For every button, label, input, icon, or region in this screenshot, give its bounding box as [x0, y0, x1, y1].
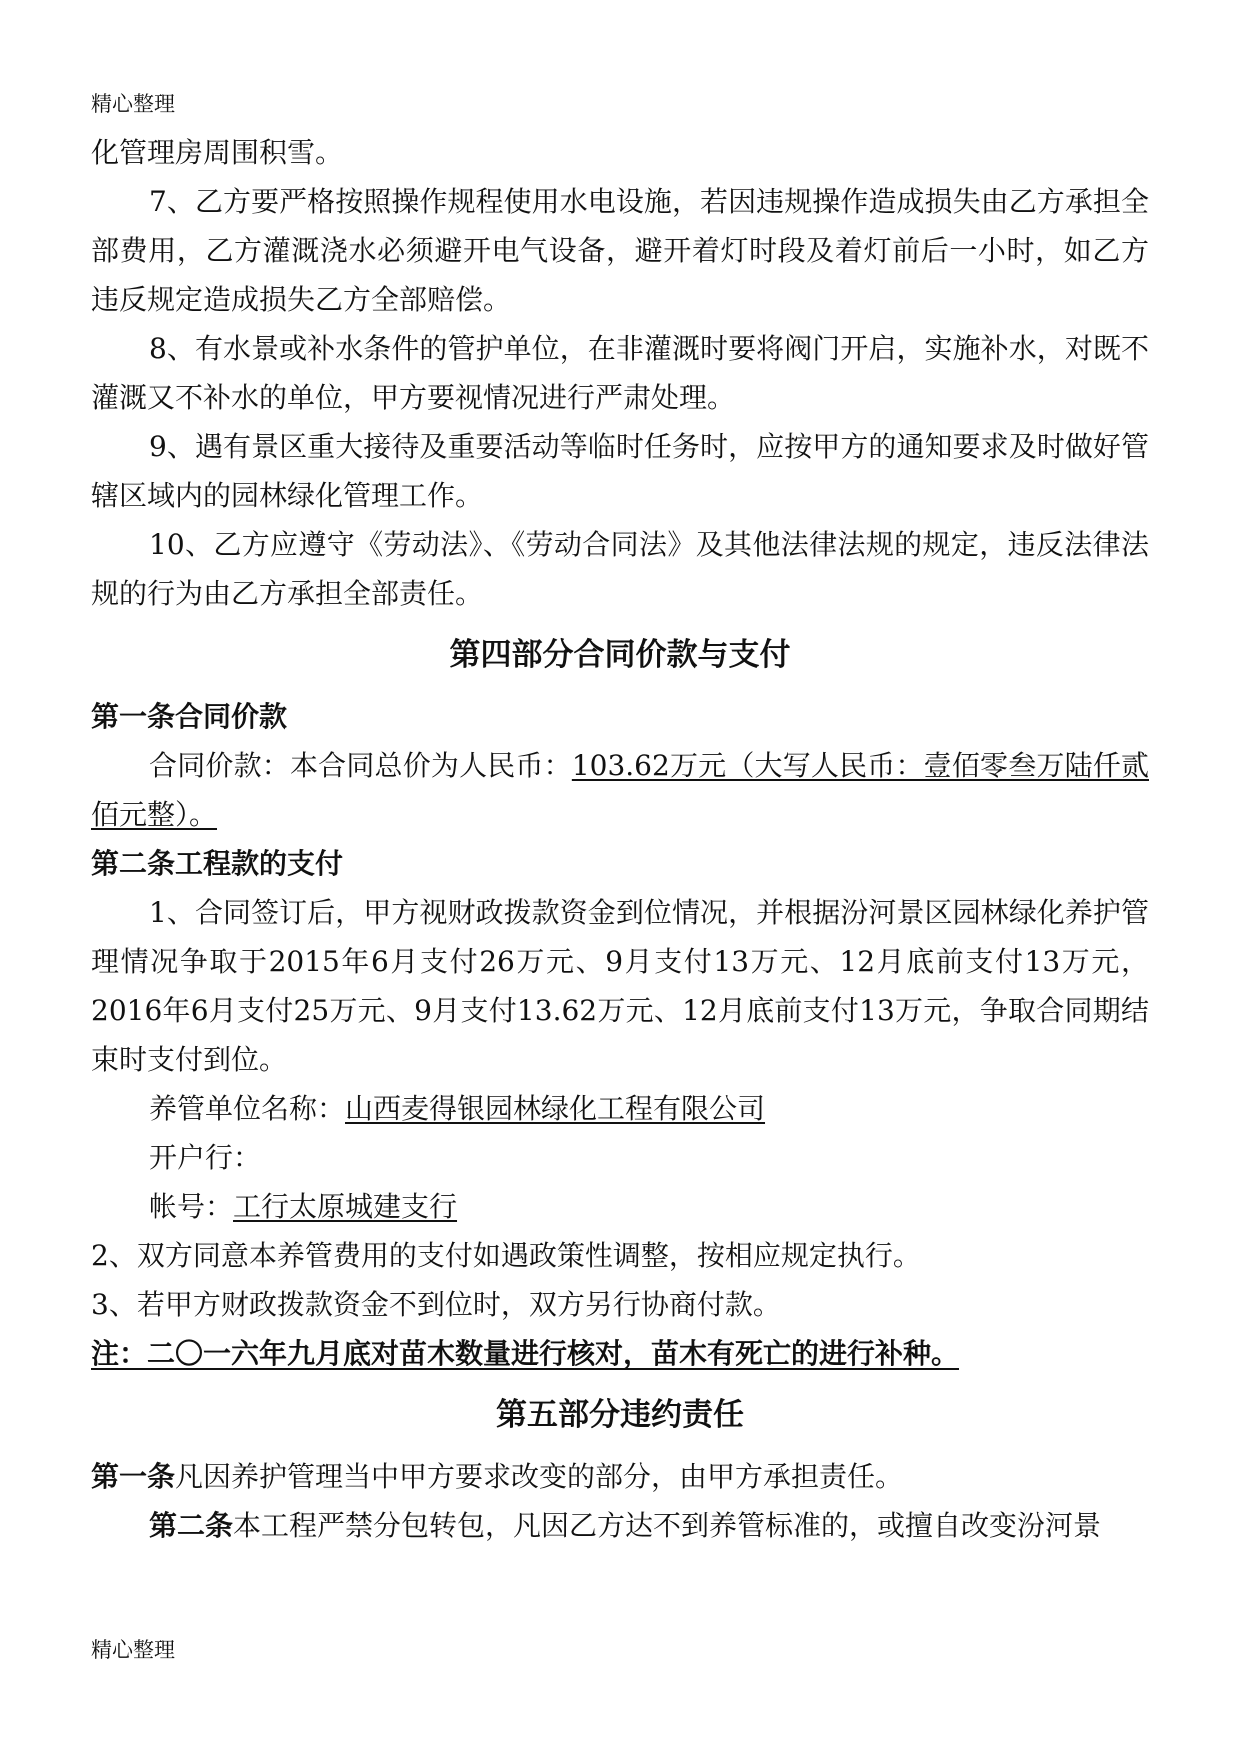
breach-article-2-text: 本工程严禁分包转包，凡因乙方达不到养管标准的，或擅自改变汾河景: [233, 1509, 1102, 1542]
breach-article-1-text: 凡因养护管理当中甲方要求改变的部分，由甲方承担责任。: [175, 1460, 904, 1493]
article-1-heading: 第一条合同价款: [91, 700, 288, 733]
payment-clause-1: 1、合同签订后，甲方视财政拨款资金到位情况，并根据汾河景区园林绿化养护管理情况争取于2015年6月支付26万元、9月支付13万元、12月底前支付13万元，2016年6月支付25万元、9月支付13.62万元、12月底前支付13万元，争取合同期结束时支付到位。: [91, 896, 1149, 1076]
contract-price-label: 合同价款：本合同总价为人民币：: [149, 749, 572, 782]
document-body: [91, 128, 1149, 1550]
paragraph-continuation: 化管理房周围积雪。: [91, 136, 344, 169]
contract-price-value: 103.62万元（大写人民币：壹佰零叁万陆仟贰佰元整）。: [91, 749, 1149, 831]
section-title-part5: 第五部分违约责任: [496, 1397, 744, 1433]
maintenance-unit-value: 山西麦得银园林绿化工程有限公司: [345, 1092, 766, 1125]
clause-9: 9、遇有景区重大接待及重要活动等临时任务时，应按甲方的通知要求及时做好管辖区域内的园林绿化管理工作。: [91, 430, 1149, 512]
clause-8: 8、有水景或补水条件的管护单位，在非灌溉时要将阀门开启，实施补水，对既不灌溉又不补水的单位，甲方要视情况进行严肃处理。: [91, 332, 1149, 414]
account-line: [91, 1182, 1149, 1231]
page-footer: 精心整理: [91, 1638, 175, 1662]
bank-label: 开户行：: [149, 1141, 262, 1174]
note-text: 注：二〇一六年九月底对苗木数量进行核对，苗木有死亡的进行补种。: [91, 1337, 960, 1370]
account-value: 工行太原城建支行: [233, 1190, 458, 1223]
page-header: 精心整理: [91, 92, 175, 116]
article-2-heading: 第二条工程款的支付: [91, 847, 344, 880]
clause-10: 10、乙方应遵守《劳动法》、《劳动合同法》及其他法律法规的规定，违反法律法规的行为由乙方承担全部责任。: [91, 528, 1149, 610]
breach-article-1: [91, 1452, 1149, 1501]
note: [91, 1329, 1149, 1378]
breach-article-2-label: 第二条: [149, 1509, 234, 1542]
account-label: 帐号：: [149, 1190, 234, 1223]
maintenance-unit-label: 养管单位名称：: [149, 1092, 346, 1125]
payment-clause-3: 3、若甲方财政拨款资金不到位时，双方另行协商付款。: [91, 1288, 781, 1321]
bank-line: [91, 1133, 1149, 1182]
maintenance-unit: [91, 1084, 1149, 1133]
breach-article-2: [91, 1501, 1149, 1550]
breach-article-1-label: 第一条: [91, 1460, 176, 1493]
payment-clause-2: 2、双方同意本养管费用的支付如遇政策性调整，按相应规定执行。: [91, 1239, 921, 1272]
clause-7: 7、乙方要严格按照操作规程使用水电设施，若因违规操作造成损失由乙方承担全部费用，乙方灌溉浇水必须避开电气设备，避开着灯时段及着灯前后一小时，如乙方违反规定造成损失乙方全部赔偿。: [91, 185, 1149, 316]
section-title-part4: 第四部分合同价款与支付: [449, 637, 791, 673]
contract-price: [91, 741, 1149, 839]
